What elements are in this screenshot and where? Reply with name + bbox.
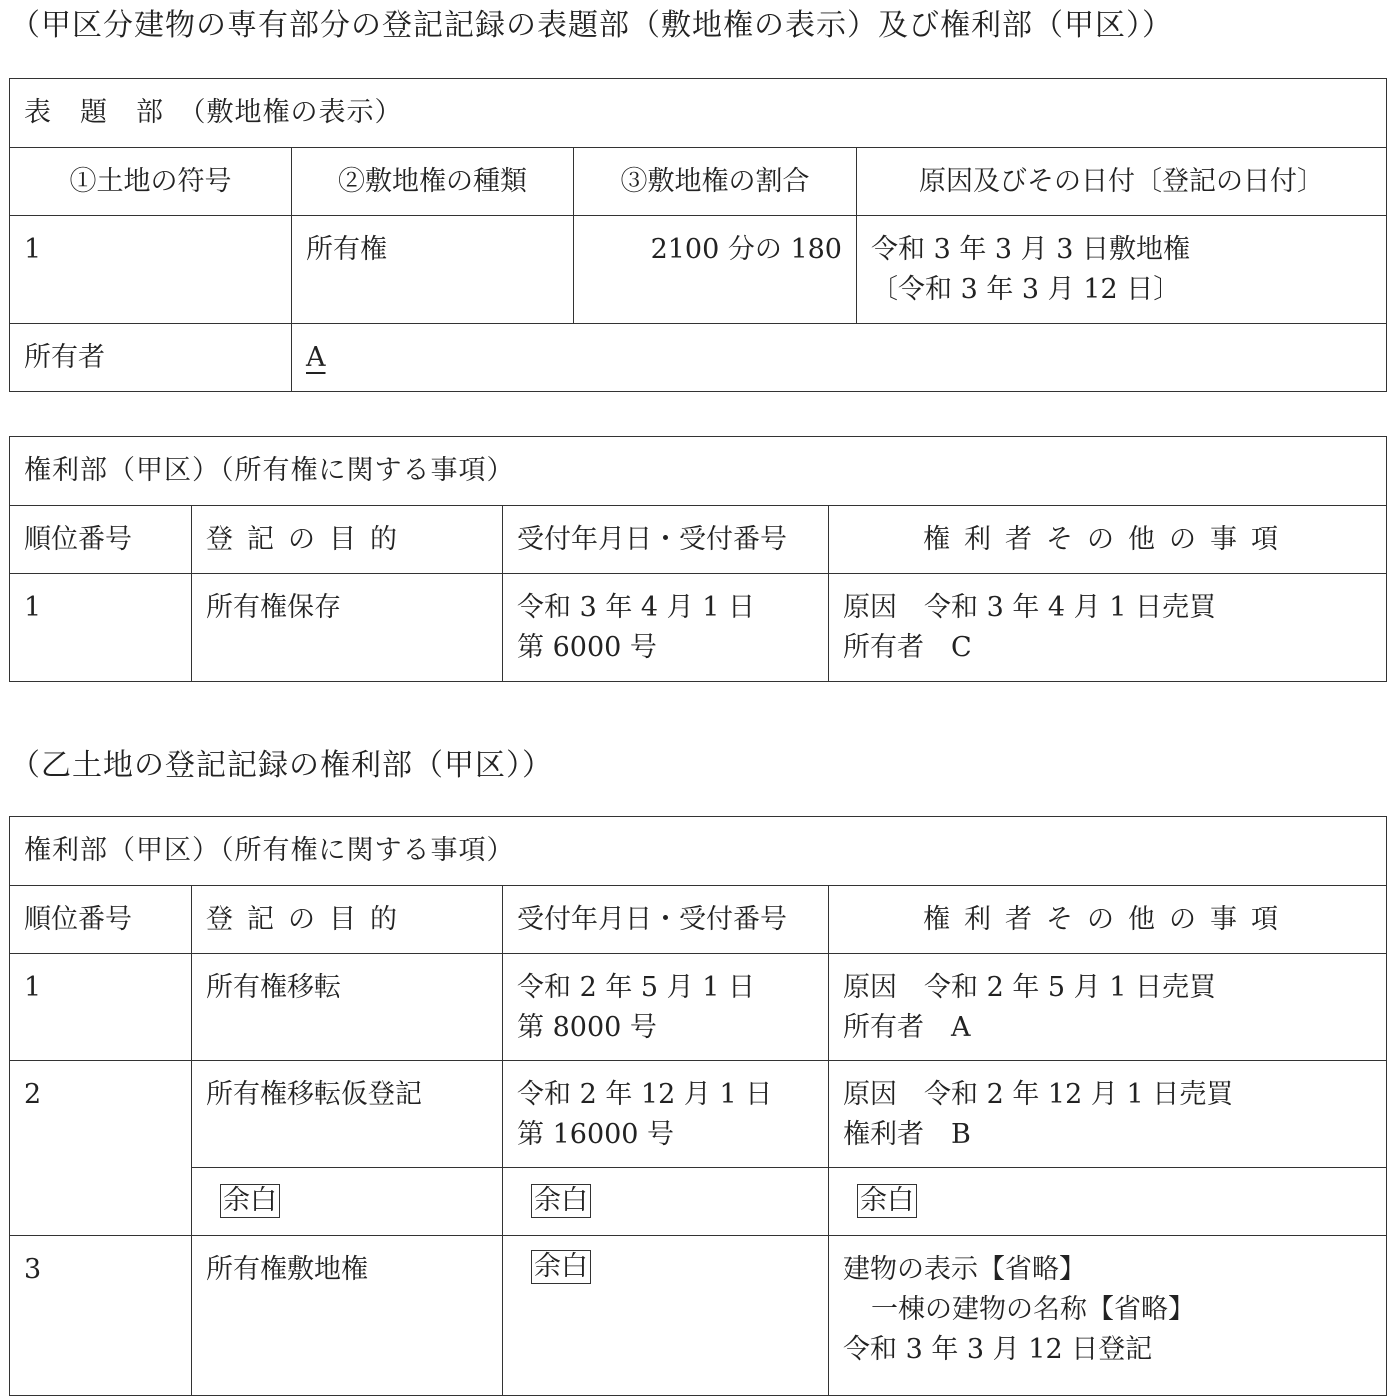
purpose-value: 所有権保存 <box>192 574 503 682</box>
col-purpose: 登記の目的 <box>192 506 503 574</box>
rights-section-header-building: 権利部（甲区）（所有権に関する事項） <box>10 437 1387 506</box>
purpose-value: 所有権移転仮登記 <box>192 1061 503 1168</box>
purpose-value: 所有権敷地権 <box>192 1236 503 1396</box>
receipt-date: 令和 3 年 4 月 1 日 <box>517 592 756 623</box>
caption-first: （甲区分建物の専有部分の登記記録の表題部（敷地権の表示）及び権利部（甲区）） <box>10 8 1173 43</box>
rights-section-table-land <box>9 816 1387 1396</box>
blank-mark: 余白 <box>220 1184 280 1218</box>
receipt-value <box>503 1061 829 1168</box>
col-matters: 権利者その他の事項 <box>829 886 1387 954</box>
col-cause-date: 原因及びその日付〔登記の日付〕 <box>857 148 1387 216</box>
owner-value: A <box>306 341 326 373</box>
rank-value: 2 <box>10 1061 192 1236</box>
rank-value: 1 <box>10 574 192 682</box>
receipt-date: 令和 2 年 12 月 1 日 <box>517 1079 773 1110</box>
col-rank: 順位番号 <box>10 506 192 574</box>
rights-section-table-building <box>9 436 1387 682</box>
title-section-header: 表 題 部 （敷地権の表示） <box>10 79 1387 148</box>
receipt-number: 第 6000 号 <box>517 632 657 663</box>
receipt-number: 第 16000 号 <box>517 1119 675 1150</box>
rank-value: 3 <box>10 1236 192 1396</box>
blank-cell-matters <box>829 1168 1387 1236</box>
rank-value: 1 <box>10 954 192 1061</box>
blank-mark: 余白 <box>531 1250 591 1284</box>
cause-date-value <box>857 216 1387 324</box>
caption-second: （乙土地の登記記録の権利部（甲区）） <box>10 748 553 783</box>
blank-cell-purpose <box>192 1168 503 1236</box>
matter-line-1: 原因 令和 2 年 12 月 1 日売買 <box>843 1079 1234 1110</box>
matter-line-1: 建物の表示【省略】 <box>843 1254 1086 1285</box>
col-rank: 順位番号 <box>10 886 192 954</box>
table-row <box>10 1236 1387 1396</box>
matter-line-2: 権利者 B <box>843 1119 971 1150</box>
col-land-code: ①土地の符号 <box>10 148 292 216</box>
matters-value <box>829 574 1387 682</box>
blank-cell-receipt <box>503 1168 829 1236</box>
receipt-number: 第 8000 号 <box>517 1012 657 1043</box>
matters-value <box>829 1061 1387 1168</box>
ratio-value: 2100 分の 180 <box>574 216 857 324</box>
receipt-value <box>503 954 829 1061</box>
land-code-value: 1 <box>10 216 292 324</box>
col-receipt: 受付年月日・受付番号 <box>503 506 829 574</box>
receipt-value <box>503 574 829 682</box>
matter-line-1: 原因 令和 2 年 5 月 1 日売買 <box>843 972 1217 1003</box>
title-section-table <box>9 78 1387 392</box>
matter-line-2: 所有者 C <box>843 632 972 663</box>
matter-line-3: 令和 3 年 3 月 12 日登記 <box>843 1334 1153 1365</box>
col-ratio: ③敷地権の割合 <box>574 148 857 216</box>
col-right-type: ②敷地権の種類 <box>292 148 574 216</box>
blank-mark: 余白 <box>857 1184 917 1218</box>
receipt-date: 令和 2 年 5 月 1 日 <box>517 972 756 1003</box>
purpose-value: 所有権移転 <box>192 954 503 1061</box>
cause-line-1: 令和 3 年 3 月 3 日敷地権 <box>871 234 1191 265</box>
table-row <box>10 574 1387 682</box>
matters-value <box>829 1236 1387 1396</box>
right-type-value: 所有権 <box>292 216 574 324</box>
matter-line-1: 原因 令和 3 年 4 月 1 日売買 <box>843 592 1217 623</box>
col-receipt: 受付年月日・受付番号 <box>503 886 829 954</box>
matters-value <box>829 954 1387 1061</box>
table-row <box>10 954 1387 1061</box>
blank-mark: 余白 <box>531 1184 591 1218</box>
table-row <box>10 1061 1387 1168</box>
col-purpose: 登記の目的 <box>192 886 503 954</box>
cause-line-2: 〔令和 3 年 3 月 12 日〕 <box>871 274 1181 305</box>
rights-section-header-land: 権利部（甲区）（所有権に関する事項） <box>10 817 1387 886</box>
matter-line-2: 所有者 A <box>843 1012 971 1043</box>
owner-label: 所有者 <box>10 324 292 392</box>
table-row-blank <box>10 1168 1387 1236</box>
owner-cell <box>292 324 1387 392</box>
receipt-value <box>503 1236 829 1396</box>
col-matters: 権利者その他の事項 <box>829 506 1387 574</box>
matter-line-2: 一棟の建物の名称【省略】 <box>871 1294 1195 1325</box>
